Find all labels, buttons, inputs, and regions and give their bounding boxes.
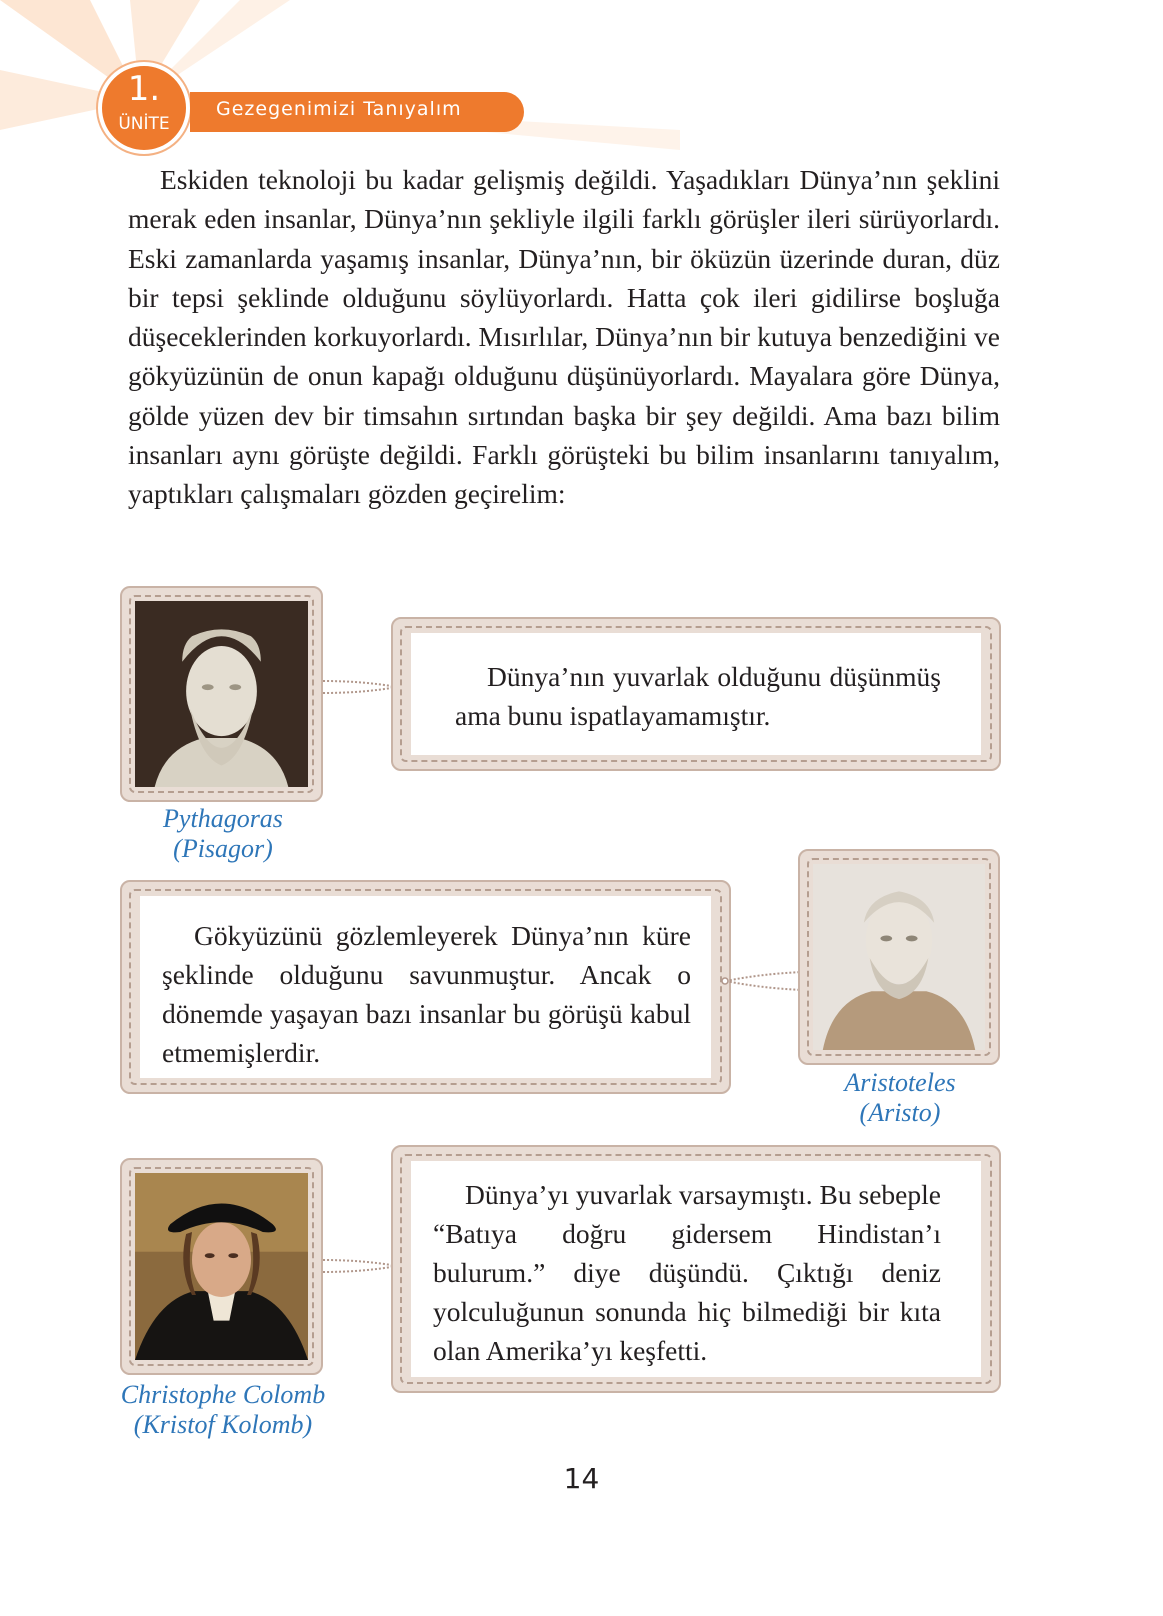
columbus-photo-frame [120, 1158, 323, 1375]
columbus-name: Christophe Colomb [120, 1380, 326, 1409]
intro-paragraph: Eskiden teknoloji bu kadar gelişmiş değildi. Yaşadıkları Dünya’nın şeklini merak eden insanlar, Dünya’nın şekliyle ilgili farklı görüşler ileri sürüyorlardı. Eski zamanlarda yaşamış insanlar, Dünya’nın, bir öküzün üzerinde duran, düz bir tepsi şeklinde olduğunu söylüyorlardı. Hatta çok ileri gidilirse boşluğa düşeceklerinden korkuyorlardı. Mısırlılar, Dünya’nın bir kutuya benzediğini ve gökyüzünün de onun kapağı olduğunu düşünüyorlardı. Mayalara göre Dünya, gölde yüzen dev bir timsahın sırtından başka bir şey değildi. Ama bazı bilim insanları aynı görüşte değildi. Farklı görüşteki bu bilim insanlarını tanıyalım, yaptıkları çalışmaları gözden geçirelim: [128, 164, 1000, 510]
columbus-text-frame [391, 1145, 1001, 1393]
pythagoras-name: Pythagoras [163, 804, 283, 833]
unit-badge [98, 62, 190, 154]
columbus-text: Dünya’yı yuvarlak varsaymıştı. Bu sebeple “Batıya doğru gidersem Hindistan’ı bulurum.” diye düşündü. Çıktığı deniz yolculuğunun sonunda hiç bilmediği bir kıta olan Amerika’yı keşfetti. [433, 1179, 941, 1366]
aristotle-caption [790, 1068, 1010, 1128]
aristotle-alt-name: (Aristo) [859, 1098, 941, 1127]
aristotle-text-frame [120, 880, 731, 1094]
pythagoras-bust-icon [135, 601, 308, 787]
aristotle-name: Aristoteles [844, 1068, 956, 1097]
unit-number: 1. [127, 69, 161, 109]
unit-title: Gezegenimizi Tanıyalım [216, 98, 462, 120]
aristotle-connector [720, 968, 802, 994]
page-number: 14 [563, 1462, 600, 1495]
pythagoras-photo-frame [120, 586, 323, 802]
unit-title-banner [190, 92, 524, 132]
columbus-portrait-icon [135, 1173, 308, 1360]
pythagoras-caption [100, 804, 346, 864]
pythagoras-alt-name: (Pisagor) [173, 834, 273, 863]
pythagoras-text-frame [391, 617, 1001, 771]
pythagoras-text: Dünya’nın yuvarlak olduğunu düşünmüş ama bunu ispatlayamamıştır. [455, 661, 941, 731]
aristotle-bust-icon [813, 864, 985, 1050]
aristotle-text: Gökyüzünü gözlemleyerek Dünya’nın küre şeklinde olduğunu savunmuştur. Ancak o dönemde yaşayan bazı insanlar bu görüşü kabul etmemişlerdir. [162, 920, 691, 1068]
columbus-caption [90, 1380, 356, 1440]
unit-label: ÜNİTE [118, 114, 170, 134]
columbus-alt-name: (Kristof Kolomb) [133, 1410, 313, 1439]
aristotle-photo-frame [798, 849, 1000, 1065]
